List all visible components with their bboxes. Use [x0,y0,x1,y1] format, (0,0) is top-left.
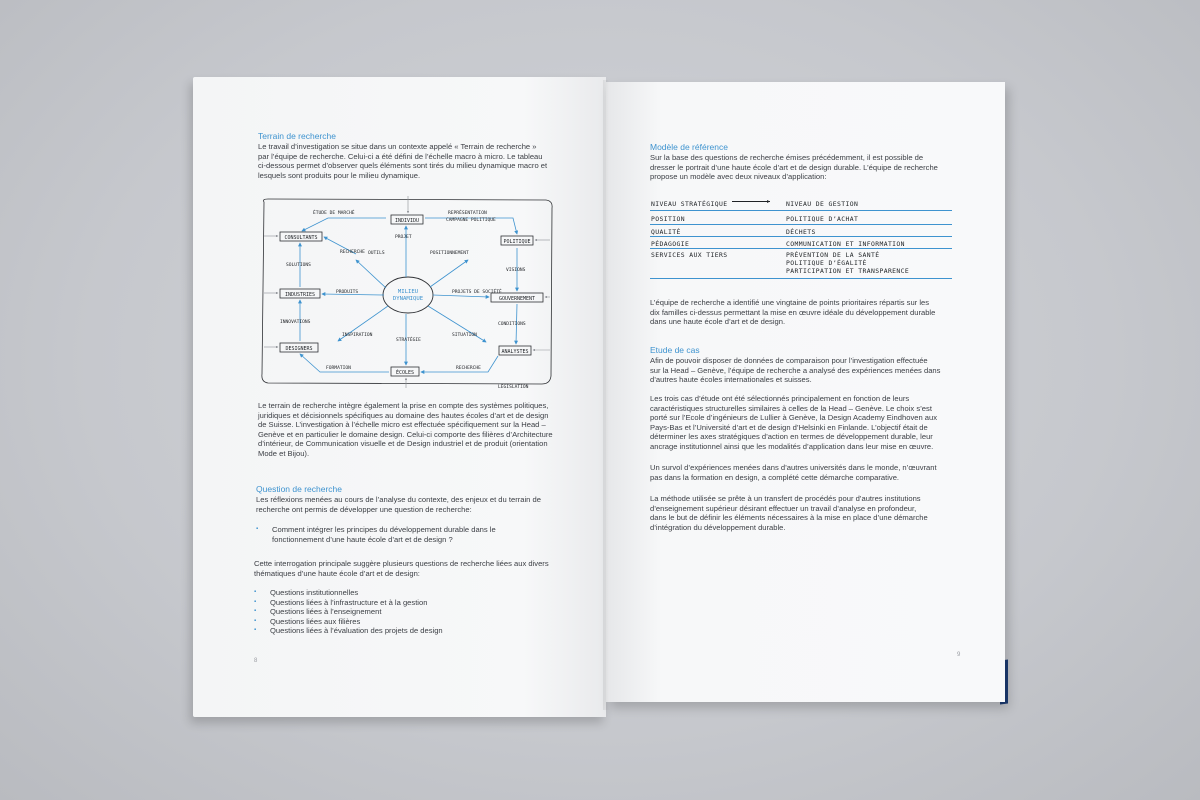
center-label-2: DYNAMIQUE [392,296,424,302]
text-line: d’intérieur, de Communication visuelle et de Design industriel et de produit (orientation [258,439,548,449]
text-line: Les réflexions menées au cours de l’analyse du contexte, des enjeux et du terrain de [256,495,541,504]
box-gouvernement-label: GOUVERNEMENT [498,296,536,302]
table-row-right: DÉCHETS [786,228,816,236]
question-heading: Question de recherche [256,484,342,494]
label-projet: PROJET [395,235,412,240]
text-line: lesquels sont produits pour le milieu dynamique. [258,170,421,180]
label-strategie: STRATÉGIE [396,338,421,343]
text-line: par l’équipe de recherche. Celui-ci a été défini de l’échelle macro à micro. Le tableau [258,151,543,161]
text-line: juridiques et décisionnels spécifiques au domaine des hautes écoles d’art et de design [258,410,549,420]
text-line: dans le but de définir les éléments nécessaires à la mise en place d’une démarche [650,513,928,523]
list-item: ▪ Questions liées à l’infrastructure et à la gestion [254,598,554,608]
text-line: Un survol d’expériences menées dans d’autres universités dans le monde, n’œuvrant [650,463,937,472]
label-recherche-1: RECHERCHE [340,250,365,255]
label-representation: REPRÉSENTATION [448,211,487,216]
text-line: PARTICIPATION ET TRANSPARENCE [786,267,910,275]
text-line: Cette interrogation principale suggère plusieurs questions de recherche liées aux divers [254,559,549,568]
table-header-strategique: NIVEAU STRATÉGIQUE [651,200,728,208]
text-line: Mode et Bijou). [258,448,310,458]
box-analystes-label: ANALYSTES [501,349,529,355]
text-line: ci-dessous permet d’observer quels éléments sont tirés du milieu dynamique macro et [258,161,548,171]
questions-list [254,588,554,636]
text-line: L’équipe de recherche a identifié une vingtaine de points prioritaires répartis sur les [650,298,930,307]
table-header-arrow [732,201,770,202]
text-line: recherche ont permis de développer une question de recherche: [256,504,472,514]
table-row-right: POLITIQUE D’ACHAT [786,215,859,223]
text-line: Le terrain de recherche intègre également la prise en compte des systèmes politiques, [258,401,549,410]
modele-heading: Modèle de référence [650,142,728,152]
text-line: sur la Head – Genève, l’équipe de recherche a analysé des expériences menées dans [650,365,941,375]
terrain-paragraph-2 [258,401,568,459]
text-line: PRÉVENTION DE LA SANTÉ [786,251,880,259]
etude-heading: Etude de cas [650,345,700,355]
text-line: Pays-Bas et l’Université d’art et de design d’Helsinki en Finlande. L’objectif était de [650,422,928,432]
text-line: caractéristiques structurelles similaires à celles de la Head – Genève. Le choix s’est [650,403,932,413]
label-positionnement: POSITIONNEMENT [430,251,469,256]
text-line: Le travail d’investigation se situe dans un contexte appelé « Terrain de recherche » [258,142,537,151]
arrow-head-icon: ▸ [767,199,771,205]
arrow [356,260,386,288]
box-individu-label: INDIVIDU [394,218,420,224]
text-line: d’enseignement supérieur désirant effectuer un travail d’analyse en profondeur, [650,503,917,513]
label-formation: FORMATION [326,366,351,371]
text-line: Genève et en particulier le domaine design. Celui-ci comporte des filières d’Architecture [258,429,553,439]
page-number-left: 8 [254,658,258,664]
table-rule [650,236,952,237]
terrain-heading: Terrain de recherche [258,131,336,141]
text-line: dans une haute école d’art et de design. [650,317,786,327]
text-line: propose un modèle avec deux niveaux d’application: [650,172,827,182]
table-rule [650,224,952,225]
box-ecoles-label: ÉCOLES [395,370,415,376]
text-line: ancrage institutionnel ainsi que les modalités d’application dans leur mise en œuvre. [650,441,934,451]
question-paragraph [256,495,568,514]
main-question-list [256,525,556,544]
table-row-right: COMMUNICATION ET INFORMATION [786,240,905,248]
arrow [430,260,468,287]
text-line: dix familles ci-dessus permettant la mise en œuvre idéale du développement durable [650,307,936,317]
text-line: porté sur l’Ecole d’ingénieurs de Lullier à Genève, la Design Academy Eindhoven aux [650,413,938,423]
label-conditions: CONDITIONS [498,322,526,327]
arrow [302,218,386,231]
etude-paragraph-2 [650,394,960,452]
modele-paragraph [650,153,960,182]
box-industries-label: INDUSTRIES [284,292,316,298]
table-rule [650,248,952,249]
terrain-paragraph [258,142,568,180]
text-line: thématiques d’une haute école d’art et de design: [254,568,420,578]
label-campagne: CAMPAGNE POLITIQUE [446,218,496,223]
label-produits: PRODUITS [336,290,359,295]
arrow [433,295,489,297]
text-line: Sur la base des questions de recherche émises précédemment, il est possible de [650,153,924,162]
table-row-left: SERVICES AUX TIERS [651,251,728,259]
text-line: La méthode utilisée se prête à un transfert de procédés pour d’autres institutions [650,494,921,503]
text-line: Afin de pouvoir disposer de données de comparaison pour l’investigation effectuée [650,356,928,365]
table-rule [650,210,952,211]
center-ellipse [383,277,433,313]
label-solutions: SOLUTIONS [286,263,311,268]
text-line: pas dans la formation en design, a complété cette démarche comparative. [650,472,900,482]
page-number-right: 9 [957,652,961,658]
text-line: de Suisse. L’investigation à l’échelle micro est effectuée spécifiquement sur la Head – [258,420,546,430]
vingtaine-paragraph [650,298,960,327]
text-line: dresser le portrait d’une haute école d’art et de design durable. L’équipe de recherche [650,162,938,172]
table-rule [650,278,952,279]
table-header-gestion: NIVEAU DE GESTION [786,200,859,208]
text-line: POLITIQUE D’ÉGALITÉ [786,259,867,267]
etude-paragraph-1 [650,356,960,385]
interrogation-paragraph [254,559,568,578]
text-line: déterminer les axes stratégiques d’action en termes de développement durable, leur [650,432,933,442]
text-line: ▪ Comment intégrer les principes du développement durable dans le [272,525,496,534]
list-item: ▪ Questions liées à l’enseignement [254,607,554,617]
table-row-left: POSITION [651,215,685,223]
booklet-spine [603,80,609,710]
label-recherche-2: RECHERCHE [456,366,481,371]
label-innovations: INNOVATIONS [280,320,311,325]
label-legislation: LÉGISLATION [498,385,529,389]
etude-paragraph-4 [650,494,960,532]
label-etude-marche: ÉTUDE DE MARCHÉ [313,211,355,216]
center-label-1: MILIEU [397,289,419,295]
list-item: ▪ Questions liées aux filières [254,617,554,627]
box-designers-label: DESIGNERS [285,346,313,352]
label-outils: OUTILS [368,251,385,256]
label-projets-societe: PROJETS DE SOCIÉTÉ [452,290,502,295]
main-question [256,525,556,544]
box-consultants-label: CONSULTANTS [284,235,318,241]
text-line: d’intégration du développement durable. [650,522,786,532]
text-line: Les trois cas d’étude ont été sélectionnés principalement en fonction de leurs [650,394,910,403]
text-line: fonctionnement d’une haute école d’art et de design ? [272,534,453,544]
text-line: d’autres haute écoles internationales et suisses. [650,375,812,385]
label-situation: SITUATION [452,333,477,338]
label-visions: VISIONS [506,268,526,273]
list-item: ▪ Questions liées à l’évaluation des projets de design [254,626,554,636]
label-inspiration: INSPIRATION [342,333,373,338]
list-item: ▪ Questions institutionnelles [254,588,554,598]
milieu-dynamique-diagram [258,196,556,389]
table-row-left: PÉDAGOGIE [651,240,690,248]
table-row-right-multi [786,251,909,275]
etude-paragraph-3 [650,463,960,482]
table-row-left: QUALITÉ [651,228,681,236]
box-politique-label: POLITIQUE [503,239,531,245]
